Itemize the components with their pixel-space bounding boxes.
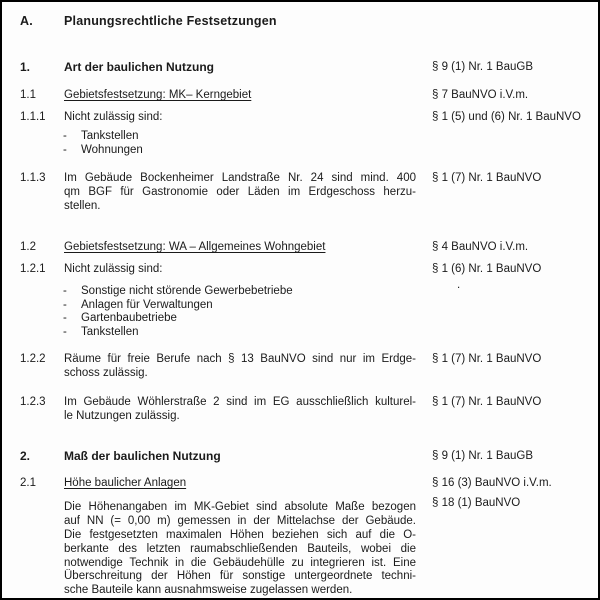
legal-reference: § 9 (1) Nr. 1 BauGB <box>432 450 533 462</box>
legal-reference: § 7 BauNVO i.V.m. <box>432 89 529 101</box>
section-text: Nicht zulässig sind: <box>64 263 163 275</box>
paragraph-line: auf NN (= 0,00 m) gemessen in der Mittelachse der Gebäude. <box>64 514 416 527</box>
list-dash: - <box>63 298 67 311</box>
legal-reference: § 1 (7) Nr. 1 BauNVO <box>432 396 542 408</box>
list-dash: - <box>63 130 67 142</box>
list-item-label: Tankstellen <box>81 130 139 142</box>
section-heading: Art der baulichen Nutzung <box>64 60 214 74</box>
paragraph-line: Die festgesetzten maximalen Höhen beziehen sich auf die O- <box>64 528 416 541</box>
legal-reference: § 1 (7) Nr. 1 BauNVO <box>432 172 542 184</box>
section-paragraph <box>64 352 416 380</box>
section-number: 1.2 <box>20 241 36 253</box>
exclusion-list-1-2-1 <box>63 285 416 340</box>
paragraph-line: Im Gebäude Bockenheimer Landstraße Nr. 24 sind mind. 400 <box>64 172 416 184</box>
main-heading-title: Planungsrechtliche Festsetzungen <box>64 14 277 28</box>
paragraph-line: qm BGF für Gastronomie oder Läden im Erdgeschoss herzu- <box>64 186 416 198</box>
list-item-label: Anlagen für Verwaltungen <box>81 298 213 311</box>
section-number: 1.1 <box>20 89 36 101</box>
section-number: 1.2.2 <box>20 353 46 365</box>
legal-reference: § 16 (3) BauNVO i.V.m. <box>432 477 552 489</box>
paragraph-line: berkante des letzten raumabschließenden Bauteils, wobei die <box>64 542 416 555</box>
list-dash: - <box>63 326 67 339</box>
section-paragraph <box>64 500 416 597</box>
legal-reference: § 4 BauNVO i.V.m. <box>432 241 529 253</box>
section-paragraph <box>64 395 416 423</box>
paragraph-line: schoss zulässig. <box>64 367 148 379</box>
exclusion-list-1-1-1 <box>63 130 416 157</box>
paragraph-line: notwendige Technik in die Gebäudehülle zu integrieren ist. Eine <box>64 556 416 569</box>
section-heading: Gebietsfestsetzung: MK– Kerngebiet <box>64 89 252 101</box>
list-item <box>63 130 416 144</box>
section-number: 1.1.3 <box>20 172 46 184</box>
scan-artifact-dot: . <box>457 279 461 291</box>
list-dash: - <box>63 312 67 325</box>
list-item <box>63 326 416 340</box>
list-item <box>63 299 416 313</box>
list-item-label: Gartenbaubetriebe <box>81 312 177 325</box>
section-heading: Maß der baulichen Nutzung <box>64 449 221 463</box>
paragraph-line: Räume für freie Berufe nach § 13 BauNVO sind nur im Erdge- <box>64 353 416 365</box>
section-number: 2.1 <box>20 477 36 489</box>
legal-reference: § 18 (1) BauNVO <box>432 497 521 509</box>
paragraph-line: Die Höhenangaben im MK-Gebiet sind absolute Maße bezogen <box>64 501 416 513</box>
paragraph-line: Überschreitung der Höhen für sonstige untergeordnete techni- <box>64 570 416 583</box>
list-dash: - <box>63 285 67 297</box>
section-number: 1.1.1 <box>20 111 46 123</box>
list-item <box>63 144 416 158</box>
legal-reference: § 1 (6) Nr. 1 BauNVO <box>432 263 542 275</box>
section-heading: Gebietsfestsetzung: WA – Allgemeines Wohngebiet <box>64 241 326 253</box>
section-text: Nicht zulässig sind: <box>64 111 163 123</box>
list-dash: - <box>63 143 67 156</box>
legal-reference: § 1 (7) Nr. 1 BauNVO <box>432 353 542 365</box>
section-number: 2. <box>20 449 31 463</box>
list-item-label: Tankstellen <box>81 326 139 339</box>
legal-reference: § 1 (5) und (6) Nr. 1 BauNVO <box>432 111 581 123</box>
list-item-label: Sonstige nicht störende Gewerbebetriebe <box>81 285 293 297</box>
section-heading: Höhe baulicher Anlagen <box>64 477 187 489</box>
section-number: 1.2.3 <box>20 396 46 408</box>
paragraph-line: le Nutzungen zulässig. <box>64 410 180 422</box>
list-item <box>63 312 416 326</box>
paragraph-line: stellen. <box>64 200 101 212</box>
section-number: 1. <box>20 60 31 74</box>
paragraph-line: Im Gebäude Wöhlerstraße 2 sind im EG ausschließlich kulturel- <box>64 396 416 408</box>
main-heading-number: A. <box>20 14 33 28</box>
list-item <box>63 285 416 299</box>
section-number: 1.2.1 <box>20 263 46 275</box>
list-item-label: Wohnungen <box>81 143 143 156</box>
paragraph-line: sche Bauteile kann ausnahmsweise zugelassen werden. <box>64 584 353 597</box>
section-paragraph <box>64 171 416 213</box>
legal-reference: § 9 (1) Nr. 1 BauGB <box>432 61 533 73</box>
